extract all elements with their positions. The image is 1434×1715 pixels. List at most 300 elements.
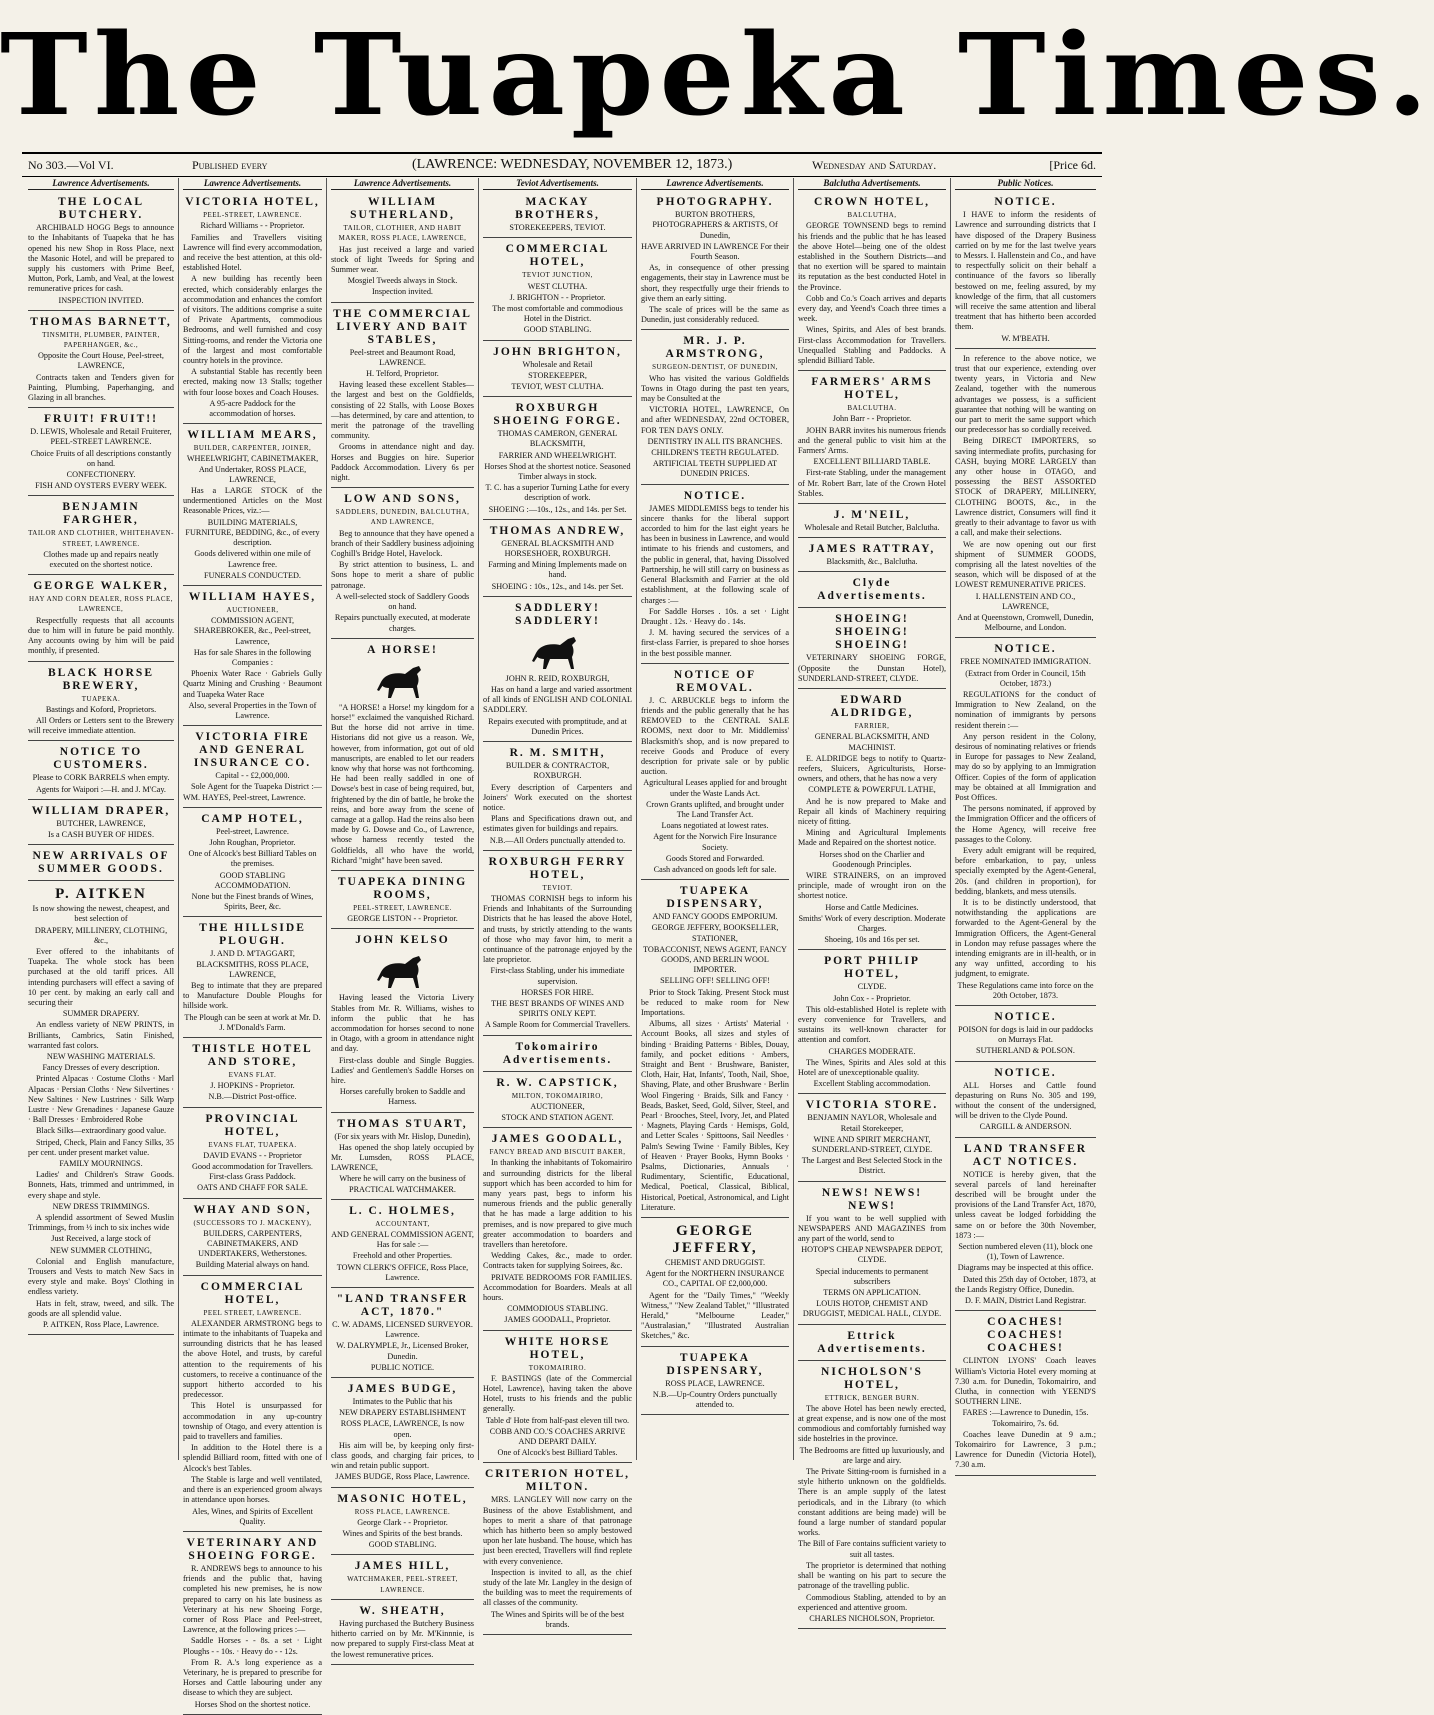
ad-text: Every description of Carpenters and Joiners' Work executed on the shortest notice. [483, 782, 632, 812]
ad-text: (For six years with Mr. Hislop, Dunedin), [334, 1131, 471, 1141]
ad-heading: CRITERION HOTEL, MILTON. [484, 1468, 631, 1494]
ad-text: Intimates to the Public that his [352, 1397, 453, 1407]
ad-text: And at Queenstown, Cromwell, Dunedin, Melbourne, and London. [957, 612, 1094, 633]
ad-text: BUILDING MATERIALS, FURNITURE, BEDDING, &c., of every description. [185, 517, 320, 548]
advertisement [483, 1038, 632, 1072]
ad-text: A splendid assortment of Sewed Muslin Trimmings, from ½ inch to six inches wide [28, 1213, 174, 1233]
ad-text: Striped, Check, Plain and Fancy Silks, 35 per cent. under present market value. [28, 1137, 174, 1157]
ad-heading: NOTICE. [994, 1011, 1057, 1024]
ad-text: Horses carefully broken to Saddle and Harness. [339, 1087, 466, 1107]
ad-text: Ales, Wines, and Spirits of Excellent Quality. [192, 1506, 313, 1526]
ad-text: E. ALDRIDGE begs to notify to Quartz-reefers, Sluicers, Agriculturists, Horse-owners, and others, that he has now a very [798, 753, 946, 784]
ad-text: F. BASTINGS (late of the Commercial Hotel, Lawrence), having taken the above Hotel, trusts to his friends and the public generally. [483, 1373, 632, 1414]
ad-text: John Roughan, Proprietor. [209, 837, 296, 847]
ad-heading: L. C. HOLMES, [349, 1204, 456, 1217]
ad-heading: THOMAS STUART, [337, 1117, 468, 1130]
ad-subheading: (SUCCESSORS TO J. MACKENY), [193, 1218, 312, 1227]
ad-text: Crown Grants uplifted, and brought under The Land Transfer Act. [646, 799, 784, 819]
ad-text: Agent for the NORTHERN INSURANCE CO., CAPITAL OF £2,000,000. [645, 1269, 785, 1289]
column-header: Balclutha Advertisements. [798, 178, 946, 190]
advertisement [331, 305, 474, 489]
column-header: Lawrence Advertisements. [28, 178, 174, 190]
column-header: Lawrence Advertisements. [331, 178, 474, 190]
ad-text: The most comfortable and commodious Hotel in the District. [492, 304, 623, 324]
advertisement [955, 193, 1096, 349]
ad-text: These Regulations came into force on the 20th October, 1873. [957, 980, 1094, 1000]
ad-text: Table d' Hote from half-past eleven till two. [485, 1415, 630, 1425]
advertisement [331, 1290, 474, 1378]
ad-heading: WILLIAM HAYES, [188, 590, 317, 603]
ad-text: Blacksmith, &c., Balclutha. [826, 557, 918, 567]
ad-text: N.B.—District Post-office. [208, 1092, 297, 1102]
advertisement [331, 1115, 474, 1200]
advertisement [483, 240, 632, 340]
ad-subheading: BUILDER, CARPENTER, JOINER, [193, 444, 312, 453]
ad-text: Smiths' Work of every description. Moderate Charges. [798, 913, 946, 933]
advertisement [798, 574, 946, 608]
ad-subheading: TAILOR, CLOTHIER, AND HABIT MAKER, ROSS PLACE, LAWRENCE, [338, 224, 467, 243]
ad-text: Repairs executed with promptitude, and at Dunedin Prices. [488, 716, 627, 736]
ad-text: In reference to the above notice, we trust that our experience, extending over twenty years, in Victoria and New Zealand, together with the numerous advantages we possess, is a sufficient guarantee that nothing will be wanting on our part to merit the same support which our predecessor has so cordially received. [955, 353, 1096, 435]
ad-text: GEORGE LISTON - - Proprietor. [347, 914, 458, 924]
advertisement [183, 1201, 322, 1276]
ad-heading: WHAY AND SON, [193, 1203, 312, 1216]
ad-text: Fancy Dresses of every description. [42, 1063, 160, 1073]
ad-heading: CROWN HOTEL, [813, 196, 930, 209]
ad-heading: NOTICE. [683, 489, 747, 502]
ad-text: Inspection is invited to all, as the chief study of the late Mr. Langley in the design of the building was to meet the requirements of all classes of the community. [483, 1567, 632, 1608]
ad-heading: NEWS! NEWS! NEWS! [821, 1186, 923, 1212]
ad-heading: NOTICE. [994, 643, 1057, 656]
ad-text: Just Received, a large stock of [51, 1234, 151, 1244]
ad-text: If you want to be well supplied with NEWSPAPERS AND MAGAZINES from any part of the world, send to [798, 1213, 946, 1244]
ad-subheading: SURGEON-DENTIST, OF DUNEDIN, [652, 363, 778, 372]
ad-text: Who has visited the various Goldfields Towns in Otago during the past ten years, may be Consulted at the [641, 373, 789, 404]
ad-text: This Hotel is unsurpassed for accommodation in any up-country township of Otago, and every attention is paid to travellers and families. [183, 1401, 322, 1442]
advertisement [183, 1278, 322, 1532]
ad-text: Respectfully requests that all accounts due to him will in future be paid monthly. Any accounts owing by him will be paid monthly, if presented. [28, 615, 174, 656]
ad-text: GEORGE JEFFERY, BOOKSELLER, STATIONER, [651, 923, 779, 943]
advertisement [28, 802, 174, 845]
ad-heading: MASONIC HOTEL, [337, 1492, 468, 1505]
ad-text: PRIVATE BEDROOMS FOR FAMILIES. Accommodation for Boarders. Meals at all hours. [483, 1272, 632, 1303]
ad-heading: TUAPEKA DISPENSARY, [666, 1351, 764, 1377]
ad-heading: THOMAS BARNETT, [30, 315, 172, 328]
ad-text: Wedding Cakes, &c., made to order. Contracts taken for supplying Soirees, &c. [483, 1251, 632, 1271]
ad-subheading: BALCLUTHA, [847, 211, 897, 220]
ad-text: GENERAL BLACKSMITH, AND MACHINIST. [814, 732, 930, 752]
ad-text: Horses Shod at the shortest notice. Seasoned Timber always in stock. [484, 461, 631, 482]
ad-text: Shoeing, 10s and 16s per set. [824, 935, 920, 945]
ad-text: COBB AND CO.'S COACHES ARRIVE AND DEPART DAILY. [489, 1426, 626, 1447]
ad-text: Choice Fruits of all descriptions constantly on hand. [30, 448, 172, 468]
ad-subheading: ACCOUNTANT, [375, 1219, 430, 1228]
advertisement [798, 506, 946, 538]
advertisement [331, 1380, 474, 1488]
advertisement [28, 883, 174, 1335]
ad-text: Coaches leave Dunedin at 9 a.m.; Tokomairiro for Lawrence, 3 p.m.; Lawrence for Dunedin (Victoria Hotel), 7.30 a.m. [955, 1429, 1096, 1470]
ad-text: Capital - - £2,000,000. [215, 771, 290, 781]
ad-text: FARES :—Lawrence to Dunedin, 15s. Tokomairiro, 7s. 6d. [962, 1408, 1089, 1428]
ad-text: The Wines and Spirits will be of the best brands. [490, 1609, 625, 1629]
ad-text: As, in consequence of other pressing engagements, their stay in Lawrence must be short, they respectfully urge their friends to give them an early sitting. [641, 263, 789, 303]
ad-text: JOHN R. REID, ROXBURGH, [505, 673, 610, 683]
advertisement [798, 1096, 946, 1181]
ad-text: First-class Stabling, under his immediate supervision. [490, 966, 625, 986]
ad-subheading: EVANS FLAT, TUAPEKA. [208, 1140, 297, 1149]
advertisement [483, 1333, 632, 1464]
ad-text: CHARLES NICHOLSON, Proprietor. [809, 1613, 935, 1623]
ad-heading: R. W. CAPSTICK, [496, 1076, 619, 1089]
ad-text: The scale of prices will be the same as Dunedin, just considerably reduced. [641, 305, 789, 325]
ad-text: Horses Shod on the shortest notice. [194, 1699, 311, 1709]
ad-subheading: MILTON, TOKOMAIRIRO, [511, 1091, 604, 1100]
ad-text: Freehold and other Properties. [352, 1251, 453, 1261]
ad-text: Cobb and Co.'s Coach arrives and departs every day, and Yeend's Coach three times a week. [798, 293, 946, 324]
ad-text: WHEELWRIGHT, CABINETMAKER, And Undertaker, ROSS PLACE, LAWRENCE, [186, 454, 319, 484]
advertisement [183, 1040, 322, 1108]
ad-text: Every adult emigrant will be required, before embarkation, to pay, unless specially exempted by the Agent-General, 20s. (and children in proportion), for bedding, blankets, and mess utensils. [955, 845, 1096, 896]
ad-text: First-rate Stabling, under the management of Mr. Robert Barr, late of the Crown Hotel Stables. [798, 468, 946, 498]
ad-text: THOMAS CAMERON, GENERAL BLACKSMITH, [497, 429, 618, 449]
column-4 [478, 178, 636, 1629]
ad-text: D. LEWIS, Wholesale and Retail Fruiterer, PEEL-STREET LAWRENCE. [30, 427, 172, 447]
ad-text: J. C. ARBUCKLE begs to inform the friends and the public generally that he has REMOVED to the CENTRAL SALE ROOMS, next door to Mr. Middlemiss' Blacksmith's shop, and is now prepared to receive Goods and Produce of every description for private sale or by public auction. [641, 695, 789, 777]
advertisement [483, 1465, 632, 1635]
ad-text: C. W. ADAMS, LICENSED SURVEYOR. Lawrence. [332, 1320, 473, 1340]
ad-text: Mining and Agricultural Implements Made and Repaired on the shortest notice. [798, 828, 946, 848]
ad-heading: Clyde Advertisements. [817, 577, 927, 603]
ad-heading: ROXBURGH FERRY HOTEL, [488, 855, 627, 881]
ad-heading: VETERINARY AND SHOEING FORGE. [186, 1536, 319, 1562]
advertisement [183, 193, 322, 424]
ad-text: ARCHIBALD HOGG Begs to announce to the Inhabitants of Tuapeka that he has opened his new Shop in Ross Place, next the Masonic Hotel, and will be prepared to supply his customers with Prime Beef, Mutton, Pork, Lamb, and Veal, at the lowest remunerative prices for cash. [28, 223, 174, 294]
ad-text: His aim will be, by keeping only first-class goods, and charging fair prices, to win and retain public support. [331, 1440, 474, 1471]
ad-text: The above Hotel has been newly erected, at great expense, and is now one of the most commodious and comfortably furnished way side hostelries in the province. [798, 1403, 946, 1444]
ad-subheading: TOKOMAIRIRO. [528, 1363, 587, 1372]
ad-text: Dated this 25th day of October, 1873, at the Lands Registry Office, Dunedin. [955, 1274, 1096, 1294]
ad-text: Section numbered eleven (11), block one (1), Town of Lawrence. [958, 1242, 1093, 1262]
ad-text: Hats in felt, straw, tweed, and silk. The goods are all splendid value. [28, 1298, 174, 1318]
advertisement [955, 1008, 1096, 1062]
ad-heading: GEORGE JEFFERY, [672, 1223, 758, 1257]
ad-heading: CAMP HOTEL, [201, 812, 304, 825]
ad-heading: COMMERCIAL HOTEL, [200, 1280, 305, 1306]
ad-text: From R. A.'s long experience as a Veterinary, he is prepared to prescribe for Horses and Cattle labouring under any disease to which they are subject. [183, 1657, 322, 1698]
column-2 [178, 178, 326, 1709]
ad-text: FAMILY MOURNINGS. [59, 1159, 143, 1168]
ad-heading: TUAPEKA DINING ROOMS, [337, 875, 468, 901]
ad-subheading: TEVIOT. [542, 883, 573, 892]
ad-text: NEW SUMMER CLOTHING, [50, 1245, 152, 1255]
column-3 [326, 178, 478, 1659]
advertisement [955, 1313, 1096, 1475]
ad-text: CHILDREN'S TEETH REGULATED. [651, 448, 779, 458]
ad-text: Has on hand a large and varied assortment of all kinds of ENGLISH AND COLONIAL SADDLERY. [483, 685, 632, 715]
ad-text: W. M'BEATH. [1001, 333, 1050, 343]
advertisement [183, 426, 322, 586]
ad-text: SUTHERLAND & POLSON. [976, 1046, 1075, 1056]
ad-text: Wines, Spirits, and Ales of best brands. First-class Accommodation for Travellers. Unequalled Stabling and Paddocks. A splendid Billiard Table. [798, 325, 946, 366]
ad-heading: JAMES RATTRAY, [808, 543, 936, 556]
ad-text: T. C. has a superior Turning Lathe for every description of work. [485, 483, 630, 503]
ad-text: JAMES MIDDLEMISS begs to tender his sincere thanks for the liberal support accorded to him for the last eight years he has been in business in Lawrence, and would intimate to his friends and customers, and the public in general, that, having Dissolved Partnership, he will still carry on business as General Blacksmith and Farrier at the old establishment, at the following scale of charges :— [641, 503, 789, 605]
column-7 [950, 178, 1100, 1470]
ad-text: VETERINARY SHOEING FORGE, (Opposite the Dunstan Hotel), SUNDERLAND-STREET, CLYDE. [798, 653, 946, 683]
ad-text: (Extract from Order in Council, 15th October, 1873.) [965, 668, 1086, 688]
ad-text: CHEMIST AND DRUGGIST. [665, 1258, 765, 1268]
ad-text: Is a CASH BUYER OF HIDES. [48, 829, 154, 839]
ad-text: Special inducements to permanent subscribers [815, 1266, 929, 1286]
ad-text: Has just received a large and varied stock of light Tweeds for Spring and Summer wear. [331, 244, 474, 275]
ad-heading: MR. J. P. ARMSTRONG, [665, 335, 765, 361]
ad-text: DAVID EVANS - - Proprietor [203, 1150, 302, 1160]
ad-text: Inspection invited. [372, 287, 433, 297]
ad-heading: GEORGE WALKER, [33, 580, 169, 593]
advertisement [28, 313, 174, 408]
ad-heading: FARMERS' ARMS HOTEL, [811, 376, 933, 402]
ad-heading: COACHES! COACHES! COACHES! [987, 1316, 1064, 1355]
advertisement [483, 599, 632, 742]
ad-text: By strict attention to business, L. and Sons hope to merit a share of public patronage. [331, 560, 474, 590]
advertisement [641, 1349, 789, 1416]
advertisement [955, 1140, 1096, 1312]
column-header: Lawrence Advertisements. [183, 178, 322, 190]
ad-text: PUBLIC NOTICE. [370, 1362, 435, 1372]
ad-text: In thanking the inhabitants of Tokomairiro and surrounding districts for the liberal support which has been accorded to him for many years past, begs to inform his numerous friends and the public generally that he has made a large addition to his premises, and is now prepared to give much greater accommodation to boarders and travellers than heretofore. [483, 1158, 632, 1249]
ad-text: SUMMER DRAPERY. [62, 1009, 140, 1019]
ad-heading: P. AITKEN [55, 886, 147, 903]
ad-heading: VICTORIA STORE. [805, 1099, 939, 1112]
advertisement [483, 343, 632, 398]
ad-text: POISON for dogs is laid in our paddocks on Murrays Flat. [958, 1025, 1093, 1045]
ad-text: Wholesale and Retail Butcher, Balclutha. [804, 523, 940, 533]
ad-text: It is to be distinctly understood, that notwithstanding the applications are forwarded to the Agent-General by the Immigration Officers, the Agent-General in London may refuse passages where the intending emigrants are in ill-health, or in any way unfitted, according to his judgment, to emigrate. [955, 898, 1096, 979]
ad-text: J. BRIGHTON - - Proprietor. [509, 292, 606, 302]
ad-heading: R. M. SMITH, [509, 747, 606, 760]
ad-heading: PHOTOGRAPHY. [656, 196, 774, 209]
masthead [0, 0, 1434, 150]
ad-heading: WILLIAM DRAPER, [31, 804, 171, 817]
ad-text: EXCELLENT BILLIARD TABLE. [813, 457, 931, 467]
ad-text: AND GENERAL COMMISSION AGENT, Has for sale :— [331, 1230, 474, 1250]
ad-text: A well-selected stock of Saddlery Goods on hand. [335, 591, 470, 612]
advertisement [28, 664, 174, 742]
ad-text: Excellent Stabling accommodation. [813, 1079, 931, 1089]
advertisement [483, 1074, 632, 1129]
ad-text: D. F. MAIN, District Land Registrar. [964, 1296, 1086, 1306]
ad-text: P. AITKEN, Ross Place, Lawrence. [43, 1320, 159, 1330]
advertisement [641, 487, 789, 664]
ad-text: Peel-street, Lawrence. [216, 826, 289, 836]
ad-text: The Bill of Fare contains sufficient variety to suit all tastes. [798, 1539, 946, 1559]
ad-text: Wholesale and Retail [522, 359, 593, 369]
advertisement [798, 1327, 946, 1361]
ad-heading: WILLIAM MEARS, [187, 429, 318, 442]
ad-text: Has for sale Shares in the following Companies : [193, 647, 312, 667]
advertisement [331, 490, 474, 638]
ad-heading: W. SHEATH, [359, 1604, 446, 1617]
ad-text: GEORGE TOWNSEND begs to remind his friends and the public that he has leased the above Hotel—being one of the oldest established in the Southern Districts—and that no exertion will be spared to maintain its reputation as the best conducted Hotel in the Province. [798, 221, 946, 292]
advertisement [483, 744, 632, 851]
ad-text: R. ANDREWS begs to announce to his friends and the public that, having completed his new premises, he is now prepared to carry on his late business as Veterinary at his new Shoeing Forge, corner of Ross Place and Peel-street, Lawrence, at the following prices :— [183, 1563, 322, 1635]
advertisement [183, 588, 322, 726]
ad-text: Colonial and English manufacture, Trousers and Vests to match New Sacs in every style and make. Boys' Clothing in endless variety. [28, 1256, 174, 1297]
ad-text: Ladies' and Children's Straw Goods. Bonnets, Hats, trimmed and untrimmed, in every shape and style. [28, 1170, 174, 1200]
ad-text: GOOD STABLING. [368, 1540, 437, 1550]
ad-text: THE BEST BRANDS OF WINES AND SPIRITS ONLY KEPT. [491, 998, 624, 1019]
ad-text: JAMES GOODALL, Proprietor. [504, 1315, 611, 1325]
ad-text: Albums, all sizes · Artists' Material · Account Books, all sizes and styles of binding · Braiding Patterns · Bibles, Douay, family, and pocket editions · Ambers, Straight and Bent · Brushware, Banister, Cloth, Hair, Hat, Infants', Tooth, Nail, Shoe, Shaving, Plate, and other Brushware · Berlin Wool Fingering · Braids, Silk and Fancy · Beads, Basket, Seed, Gold, Silver, Steel, and Pearl · Brooches, Steel, Ivory, Jet, and Plated · Magnets, Playing Cards · Hemisps, Gold, and Letter Scales · Spittoons, Sail Needles · Palm's Sewing Twine · Family Bibles, Key of Heaven · Prayer Books, Hymn Books · Psalms, Dictionaries, Annuals · Rudimentary, Scientific, Educational, Medical, Poetical, Classical, Biblical, Historical, Poetical, Astronomical, and Light Literature. [641, 1019, 789, 1212]
ad-text: BUILDER & CONTRACTOR, ROXBURGH. [505, 761, 610, 781]
ad-text: Also, several Properties in the Town of Lawrence. [188, 700, 317, 720]
ad-text: Agent for the "Daily Times," "Weekly Witness," "New Zealand Tablet," "Illustrated Herald," "Melbourne Leader," "Australasian," "Illustrated Australian Sketches," &c. [641, 1290, 789, 1341]
ad-text: Cash advanced on goods left for sale. [653, 864, 777, 874]
ad-text: GOOD STABLING ACCOMMODATION. [214, 870, 291, 890]
ad-heading: THOMAS ANDREW, [489, 524, 626, 537]
advertisement [331, 193, 474, 302]
advertisement [183, 1534, 322, 1715]
ad-heading: NICHOLSON'S HOTEL, [821, 1365, 923, 1391]
ad-text: LOUIS HOTOP, CHEMIST AND DRUGGIST, MEDICAL HALL, CLYDE. [802, 1299, 942, 1319]
ad-heading: VICTORIA FIRE AND GENERAL INSURANCE CO. [193, 731, 312, 770]
ad-text: W. DALRYMPLE, Jr., Licensed Broker, Dunedin. [336, 1341, 469, 1361]
ad-heading: JAMES GOODALL, [491, 1133, 624, 1146]
ad-heading: FRUIT! FRUIT!! [44, 413, 158, 426]
ad-text: AND FANCY GOODS EMPORIUM. [652, 912, 778, 922]
ad-heading: NOTICE OF REMOVAL. [673, 668, 757, 694]
ad-heading: NEW ARRIVALS OF SUMMER GOODS. [32, 850, 170, 876]
ad-text: OATS AND CHAFF FOR SALE. [197, 1183, 308, 1193]
ad-text: Grooms in attendance night and day. Horses and Buggies on hire. Superior Paddock Accommodation. Livery 6s per night. [331, 442, 474, 483]
ad-text: WIRE STRAINERS, on an improved principle, made of wrought iron on the shortest notice. [798, 870, 946, 901]
ad-subheading: HAY AND CORN DEALER, ROSS PLACE, LAWRENCE, [28, 595, 174, 614]
advertisement [798, 540, 946, 572]
ad-text: INSPECTION INVITED. [58, 295, 144, 305]
ad-text: First-class double and Single Buggies. Ladies' and Gentlemen's Saddle Horses on hire. [331, 1055, 474, 1085]
ad-text: N.B.—Up-Country Orders punctually attended to. [652, 1389, 778, 1410]
ad-text: An endless variety of NEW PRINTS, in Brilliants, Cambrics, Satin Finished, warranted fast colors. [28, 1020, 174, 1050]
dateline [22, 152, 1102, 177]
ad-text: HAVE ARRIVED IN LAWRENCE For their Fourth Season. [641, 241, 789, 262]
ad-text: Phoenix Water Race · Gabriels Gully Quartz Mining and Crushing · Beaumont and Tuapeka Water Race [183, 669, 322, 699]
ad-text: NEW DRESS TRIMMINGS. [52, 1201, 150, 1211]
ad-heading: VICTORIA HOTEL, [185, 196, 320, 209]
ad-text: Sole Agent for the Tuapeka District :— WM. HAYES, Peel-street, Lawrence. [183, 782, 322, 802]
ad-text: CONFECTIONERY. [66, 470, 136, 480]
ad-heading: NOTICE. [994, 1066, 1057, 1079]
ad-subheading: AUCTIONEER, [226, 605, 279, 614]
ad-heading: JOHN BRIGHTON, [493, 345, 622, 358]
advertisement [183, 810, 322, 918]
ad-text: BURTON BROTHERS, PHOTOGRAPHERS & ARTISTS, Of Dunedin, [652, 210, 778, 240]
ad-text: Loans negotiated at lowest rates. [661, 821, 769, 831]
ad-text: Mosgiel Tweeds always in Stock. [347, 276, 458, 286]
price: [Price 6d. [1049, 158, 1096, 172]
ad-text: SHOEING :—10s., 12s., and 14s. per Set. [488, 504, 627, 514]
ad-heading: MACKAY BROTHERS, [515, 196, 600, 222]
horse-woodcut-icon [331, 948, 474, 992]
ad-heading: Ettrick Advertisements. [817, 1329, 927, 1355]
ad-text: Building Material always on hand. [195, 1260, 310, 1270]
ad-text: Wines and Spirits of the best brands. [342, 1529, 463, 1539]
ad-text: GENERAL BLACKSMITH AND HORSESHOER, ROXBURGH. [501, 538, 614, 559]
advertisement [798, 691, 946, 950]
ad-text: VICTORIA HOTEL, LAWRENCE, On and after WEDNESDAY, 22nd OCTOBER, FOR TEN DAYS ONLY. [641, 405, 789, 435]
ad-text: AUCTIONEER, [530, 1101, 585, 1111]
advertisement [483, 853, 632, 1036]
ad-text: The Largest and Best Selected Stock in the District. [801, 1156, 943, 1176]
published-label: Published every [192, 158, 268, 172]
ad-text: A Sample Room for Commercial Travellers. [484, 1020, 631, 1030]
ad-subheading: ROSS PLACE, LAWRENCE. [354, 1507, 451, 1516]
ad-text: ALEXANDER ARMSTRONG begs to intimate to the inhabitants of Tuapeka and surrounding districts that he has leased the above Hotel, and trusts, by careful attention to the requirements of his customers, to receive a continuance of the support hitherto accorded to his predecessor. [183, 1318, 322, 1400]
ad-text: WINE AND SPIRIT MERCHANT, SUNDERLAND-STREET, CLYDE. [811, 1134, 933, 1154]
ad-text: The Stable is large and well ventilated, and there is an experienced groom always in attendance upon horses. [183, 1474, 322, 1505]
ad-heading: THE HILLSIDE PLOUGH. [199, 922, 306, 948]
ad-text: Horses shod on the Charlier and Goodenough Principles. [819, 849, 925, 869]
ad-text: DENTISTRY IN ALL ITS BRANCHES. [647, 436, 783, 446]
ad-text: J. HOPKINS - Proprietor. [210, 1081, 295, 1091]
ad-text: FREE NOMINATED IMMIGRATION. [960, 657, 1091, 667]
column-5 [636, 178, 793, 1460]
column-6 [793, 178, 950, 1623]
location-date: (LAWRENCE: WEDNESDAY, NOVEMBER 12, 1873.) [412, 157, 733, 172]
advertisement [798, 952, 946, 1094]
ad-subheading: WATCHMAKER, PEEL-STREET, LAWRENCE. [347, 1575, 458, 1594]
ad-subheading: FANCY BREAD AND BISCUIT BAKER, [489, 1148, 626, 1157]
issue-number: No 303.—Vol VI. [28, 158, 114, 172]
ad-heading: "LAND TRANSFER ACT, 1870." [336, 1293, 469, 1319]
column-header: Lawrence Advertisements. [641, 178, 789, 190]
ad-text: A new building has recently been erected, which considerably enlarges the accommodation and enhances the comfort of visitors. The additions comprise a suite of Private Apartments, commodious Bedrooms, and well furnished and cosy Sitting-rooms, and render the Victoria one of the largest and most comfortable country hotels in the province. [183, 274, 322, 366]
ad-text: Commodious Stabling, attended to by an experienced and attentive groom. [798, 1592, 946, 1612]
ad-heading: BLACK HORSE BREWERY, [47, 666, 155, 692]
ad-subheading: PEEL STREET, LAWRENCE. [203, 1308, 302, 1317]
horse-woodcut-icon [483, 629, 632, 673]
advertisement [331, 1602, 474, 1665]
ad-subheading: SADDLERS, DUNEDIN, BALCLUTHA, AND LAWRENCE, [335, 508, 470, 527]
ad-text: All Orders or Letters sent to the Brewery will receive immediate attention. [28, 715, 174, 736]
column-header: Public Notices. [955, 178, 1096, 190]
ad-heading: TUAPEKA DISPENSARY, [666, 885, 764, 911]
ad-text: Repairs punctually executed, at moderate charges. [334, 613, 471, 633]
ad-text: TERMS ON APPLICATION. [823, 1288, 921, 1298]
ad-text: Any person resident in the Colony, desirous of nominating relatives or friends in Europe for passages to New Zealand, may do so by applying to an Immigration Officer. Copies of the form of application may be obtained at all Immigration and Post Offices. [955, 731, 1096, 802]
ad-subheading: EVANS FLAT. [228, 1071, 277, 1079]
ad-text: A substantial Stable has recently been erected, making now 13 Stalls; together with four loose boxes and Coach Houses. [183, 367, 322, 397]
ad-text: Has a LARGE STOCK of the undermentioned Articles on the Most Reasonable Prices, viz.:— [183, 486, 322, 516]
ad-heading: EDWARD ALDRIDGE, [830, 694, 914, 720]
ad-heading: THE COMMERCIAL LIVERY AND BAIT STABLES, [333, 307, 472, 346]
ad-subheading: TINSMITH, PLUMBER, PAINTER, PAPERHANGER, &c., [42, 330, 160, 350]
ad-text: BUTCHER, LAWRENCE, [56, 818, 146, 828]
advertisement [331, 1490, 474, 1556]
publication-days: Wednesday and Saturday. [812, 158, 937, 172]
ad-text: FUNERALS CONDUCTED. [204, 570, 301, 580]
ad-text: Has opened the shop lately occupied by Mr. Lumsden, ROSS PLACE, LAWRENCE, [331, 1142, 474, 1173]
ad-text: Prior to Stock Taking. Present Stock must be reduced to make room for New Importations. [641, 987, 789, 1017]
ad-text: Clothes made up and repairs neatly executed on the shortest notice. [43, 549, 159, 570]
advertisement [483, 193, 632, 238]
ad-heading: NOTICE TO CUSTOMERS. [53, 746, 149, 772]
advertisement [331, 641, 474, 871]
ad-text: H. Telford, Proprietor. [366, 369, 439, 379]
ad-text: WEST CLUTHA. [527, 281, 588, 291]
horse-woodcut-icon [331, 658, 474, 702]
ad-text: I HAVE to inform the residents of Lawrence and surrounding districts that I have disposed of the Drapery Business carried on by me for the last twelve years to Messrs. I. Hallenstein and Co., and have to respectfully solicit on their behalf a continuance of the favors so liberally bestowed on me, feeling assured, by my knowledge of the firm, that all customers will receive the same attention and liberal treatment that has hitherto been accorded them. [955, 210, 1096, 332]
ad-text: Good accommodation for Travellers. First-class Grass Paddock. [192, 1162, 313, 1182]
